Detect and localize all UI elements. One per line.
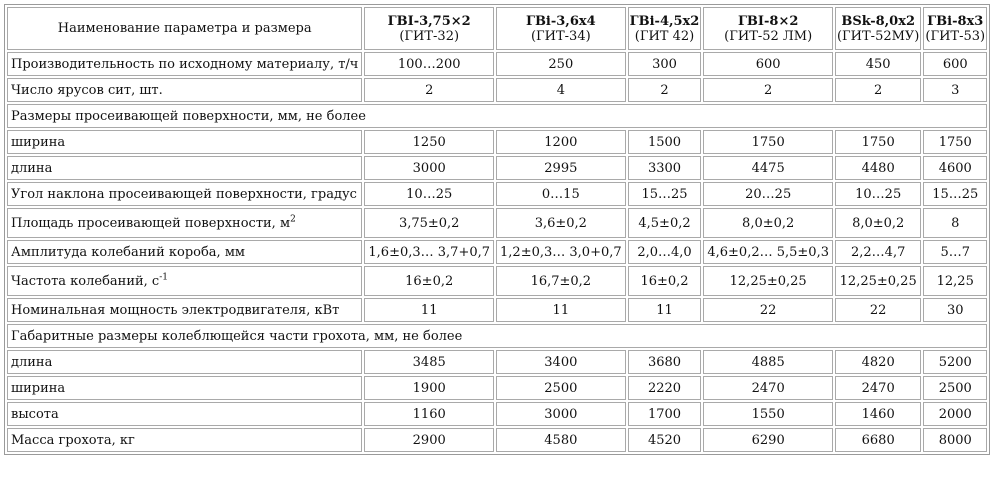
value-cell: 2470: [703, 376, 833, 400]
value-cell: 1200: [496, 130, 626, 154]
value-cell: 8000: [923, 428, 987, 452]
model-code: (ГИТ-34): [530, 28, 591, 44]
value-cell: 2: [703, 78, 833, 102]
param-cell: [7, 130, 362, 154]
param-cell: [7, 240, 362, 264]
param-label: Масса грохота, кг: [11, 432, 135, 448]
value-cell: 1750: [923, 130, 987, 154]
value-cell: 16±0,2: [628, 266, 702, 296]
param-cell: [7, 376, 362, 400]
value-cell: 2900: [364, 428, 494, 452]
value-cell: 3000: [364, 156, 494, 180]
value-cell: 4580: [496, 428, 626, 452]
value-cell: 8,0±0,2: [703, 208, 833, 238]
value-cell: 8: [923, 208, 987, 238]
model-code: (ГИТ-52 ЛМ): [724, 28, 813, 44]
value-cell: 4480: [835, 156, 921, 180]
model-code: (ГИТ-32): [399, 28, 460, 44]
value-cell: 5200: [923, 350, 987, 374]
value-cell: 2500: [923, 376, 987, 400]
table-row: [7, 52, 987, 76]
value-cell: 4600: [923, 156, 987, 180]
value-cell: 1,6±0,3… 3,7+0,7: [364, 240, 494, 264]
section-title: Размеры просеивающей поверхности, мм, не более: [7, 104, 987, 128]
value-cell: 2: [364, 78, 494, 102]
unit-exponent: -1: [159, 272, 168, 283]
param-label: ширина: [11, 380, 66, 396]
model-header-cell: [923, 7, 987, 50]
value-cell: 2000: [923, 402, 987, 426]
value-cell: 6290: [703, 428, 833, 452]
unit-exponent: 2: [290, 214, 296, 225]
section-title: Габаритные размеры колеблющейся части грохота, мм, не более: [7, 324, 987, 348]
screen-specs-table: [4, 4, 990, 455]
param-label: ширина: [11, 134, 66, 150]
value-cell: 1750: [703, 130, 833, 154]
param-cell: [7, 156, 362, 180]
table-row: [7, 182, 987, 206]
value-cell: 20…25: [703, 182, 833, 206]
param-label: длина: [11, 160, 53, 176]
param-label: Число ярусов сит, шт.: [11, 82, 163, 98]
value-cell: 4: [496, 78, 626, 102]
value-cell: 3000: [496, 402, 626, 426]
value-cell: 2500: [496, 376, 626, 400]
model-name: BSk-8,0х2: [841, 13, 916, 29]
table-row: [7, 130, 987, 154]
param-cell: [7, 266, 362, 296]
table-row: [7, 350, 987, 374]
table-row: [7, 266, 987, 296]
value-cell: 1460: [835, 402, 921, 426]
value-cell: 1250: [364, 130, 494, 154]
table-row: [7, 402, 987, 426]
param-cell: [7, 402, 362, 426]
value-cell: 3680: [628, 350, 702, 374]
model-code: (ГИТ 42): [634, 28, 695, 44]
value-cell: 3,6±0,2: [496, 208, 626, 238]
param-label: Производительность по исходному материалу, т/ч: [11, 56, 359, 72]
table-body: [7, 7, 987, 452]
section-row: [7, 104, 987, 128]
table-row: [7, 156, 987, 180]
value-cell: 250: [496, 52, 626, 76]
model-header-cell: [703, 7, 833, 50]
value-cell: 600: [703, 52, 833, 76]
value-cell: 10…25: [364, 182, 494, 206]
value-cell: 16,7±0,2: [496, 266, 626, 296]
value-cell: 4475: [703, 156, 833, 180]
value-cell: 2995: [496, 156, 626, 180]
table-row: [7, 428, 987, 452]
value-cell: 4,6±0,2… 5,5±0,3: [703, 240, 833, 264]
section-row: [7, 324, 987, 348]
value-cell: 22: [703, 298, 833, 322]
model-header-cell: [628, 7, 702, 50]
value-cell: 22: [835, 298, 921, 322]
param-label: длина: [11, 354, 53, 370]
param-cell: [7, 182, 362, 206]
value-cell: 3300: [628, 156, 702, 180]
value-cell: 11: [628, 298, 702, 322]
value-cell: 300: [628, 52, 702, 76]
value-cell: 3: [923, 78, 987, 102]
table-row: [7, 208, 987, 238]
model-name: ГВі-3,6х4: [525, 13, 596, 29]
value-cell: 2470: [835, 376, 921, 400]
param-header-cell: Наименование параметра и размера: [7, 7, 362, 50]
value-cell: 2,0…4,0: [628, 240, 702, 264]
value-cell: 1160: [364, 402, 494, 426]
param-cell: [7, 52, 362, 76]
value-cell: 1750: [835, 130, 921, 154]
value-cell: 4885: [703, 350, 833, 374]
value-cell: 15…25: [628, 182, 702, 206]
param-cell: [7, 298, 362, 322]
value-cell: 1,2±0,3… 3,0+0,7: [496, 240, 626, 264]
param-label: Амплитуда колебаний короба, мм: [11, 244, 246, 260]
value-cell: 10…25: [835, 182, 921, 206]
value-cell: 1500: [628, 130, 702, 154]
value-cell: 4520: [628, 428, 702, 452]
value-cell: 2220: [628, 376, 702, 400]
value-cell: 6680: [835, 428, 921, 452]
value-cell: 11: [496, 298, 626, 322]
table-row: [7, 240, 987, 264]
value-cell: 450: [835, 52, 921, 76]
param-label: Площадь просеивающей поверхности, м: [11, 215, 291, 231]
value-cell: 11: [364, 298, 494, 322]
value-cell: 15…25: [923, 182, 987, 206]
param-cell: [7, 428, 362, 452]
model-name: ГВі-8х3: [927, 13, 984, 29]
value-cell: 8,0±0,2: [835, 208, 921, 238]
value-cell: 5…7: [923, 240, 987, 264]
value-cell: 12,25±0,25: [703, 266, 833, 296]
header-row: [7, 7, 987, 50]
model-code: (ГИТ-53): [925, 28, 986, 44]
value-cell: 16±0,2: [364, 266, 494, 296]
table-row: [7, 376, 987, 400]
value-cell: 600: [923, 52, 987, 76]
model-name: ГВІ-8×2: [737, 13, 799, 29]
table-row: [7, 298, 987, 322]
value-cell: 3,75±0,2: [364, 208, 494, 238]
model-name: ГВІ-3,75×2: [387, 13, 471, 29]
value-cell: 4,5±0,2: [628, 208, 702, 238]
model-header-cell: [496, 7, 626, 50]
param-label: Угол наклона просеивающей поверхности, градус: [11, 186, 357, 202]
value-cell: 2: [628, 78, 702, 102]
model-name: ГВі-4,5х2: [629, 13, 700, 29]
value-cell: 3400: [496, 350, 626, 374]
model-code: (ГИТ-52МУ): [836, 28, 920, 44]
value-cell: 2: [835, 78, 921, 102]
value-cell: 12,25: [923, 266, 987, 296]
param-cell: [7, 208, 362, 238]
param-label: Частота колебаний, с: [11, 273, 160, 289]
value-cell: 3485: [364, 350, 494, 374]
model-header-cell: [364, 7, 494, 50]
value-cell: 100…200: [364, 52, 494, 76]
value-cell: 1900: [364, 376, 494, 400]
value-cell: 0…15: [496, 182, 626, 206]
param-label: высота: [11, 406, 59, 422]
param-cell: [7, 350, 362, 374]
value-cell: 1550: [703, 402, 833, 426]
model-header-cell: [835, 7, 921, 50]
value-cell: 1700: [628, 402, 702, 426]
value-cell: 2,2…4,7: [835, 240, 921, 264]
value-cell: 12,25±0,25: [835, 266, 921, 296]
param-label: Номинальная мощность электродвигателя, кВт: [11, 302, 340, 318]
value-cell: 30: [923, 298, 987, 322]
table-row: [7, 78, 987, 102]
value-cell: 4820: [835, 350, 921, 374]
param-cell: [7, 78, 362, 102]
